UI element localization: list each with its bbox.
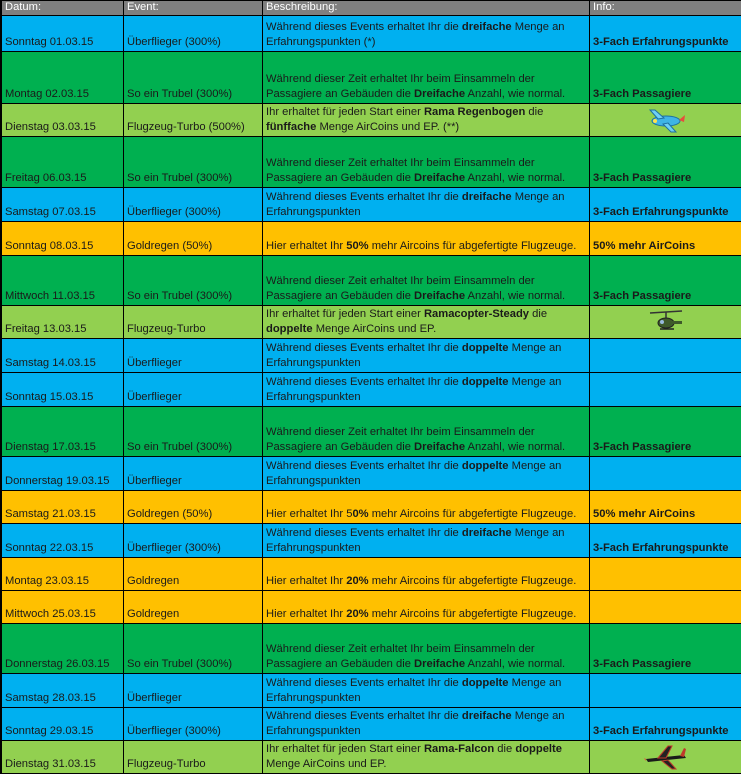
table-row xyxy=(2,256,741,306)
cell-info-image xyxy=(590,741,741,774)
table-row xyxy=(2,457,741,491)
table-row xyxy=(2,491,741,524)
table-row xyxy=(2,558,741,591)
cell-date: Samstag 28.03.15 xyxy=(2,674,124,708)
description-text: Während dieses Events erhaltet Ihr die xyxy=(266,527,462,539)
cell-description xyxy=(263,591,590,624)
cell-event: Goldregen (50%) xyxy=(124,491,263,524)
description-text: Während dieser Zeit erhaltet Ihr beim Einsammeln der Passagiere an Gebäuden die xyxy=(266,426,535,453)
description-bold-text: doppelte xyxy=(461,376,509,388)
description-bold-text: dreifache xyxy=(461,527,512,539)
table-row xyxy=(2,306,741,339)
table-row xyxy=(2,52,741,104)
description-bold-text: dreifache xyxy=(461,21,512,33)
description-text: mehr Aircoins für abgefertigte Flugzeuge. xyxy=(368,240,577,252)
rama-regenbogen-plane-icon xyxy=(646,106,686,134)
cell-description xyxy=(263,373,590,407)
description-text: Anzahl, wie normal. xyxy=(465,290,566,302)
cell-date: Freitag 06.03.15 xyxy=(2,137,124,188)
cell-date: Sonntag 29.03.15 xyxy=(2,708,124,741)
description-text: Ihr erhaltet für jeden Start einer xyxy=(266,743,424,755)
cell-event: Überflieger xyxy=(124,674,263,708)
description-bold-text: 20% xyxy=(346,608,369,620)
header-description: Beschreibung: xyxy=(263,1,590,16)
cell-description xyxy=(263,741,590,774)
cell-description xyxy=(263,708,590,741)
cell-date: Mittwoch 25.03.15 xyxy=(2,591,124,624)
description-bold-text: Dreifache xyxy=(414,290,466,302)
table-row xyxy=(2,222,741,256)
cell-event: So ein Trubel (300%) xyxy=(124,256,263,306)
description-text: Während dieser Zeit erhaltet Ihr beim Einsammeln der Passagiere an Gebäuden die xyxy=(266,157,535,184)
description-text: die xyxy=(525,106,544,118)
cell-date: Sonntag 01.03.15 xyxy=(2,16,124,52)
table-row xyxy=(2,708,741,741)
cell-description xyxy=(263,52,590,104)
description-text: Während dieses Events erhaltet Ihr die xyxy=(266,21,462,33)
cell-info-image xyxy=(590,104,741,137)
description-bold-text: Rama-Falcon xyxy=(423,743,495,755)
description-text: Menge an Erfahrungspunkten xyxy=(266,710,565,737)
description-bold-text: doppelte xyxy=(266,323,313,335)
cell-event: Überflieger xyxy=(124,457,263,491)
description-bold-text: 0% xyxy=(352,508,369,520)
table-row xyxy=(2,741,741,774)
cell-event: Überflieger xyxy=(124,339,263,373)
cell-info: 50% mehr AirCoins xyxy=(590,222,741,256)
table-row xyxy=(2,524,741,558)
description-bold-text: dreifache xyxy=(461,710,512,722)
table-row xyxy=(2,188,741,222)
table-row xyxy=(2,407,741,457)
description-text: mehr Aircoins für abgefertigte Flugzeuge. xyxy=(368,508,577,520)
cell-event: So ein Trubel (300%) xyxy=(124,407,263,457)
cell-description xyxy=(263,16,590,52)
cell-info xyxy=(590,674,741,708)
description-bold-text: Dreifache xyxy=(414,88,466,100)
description-text: die xyxy=(494,743,516,755)
description-bold-text: fünffache xyxy=(266,121,317,133)
header-info: Info: xyxy=(590,1,741,16)
cell-info: 50% mehr AirCoins xyxy=(590,491,741,524)
description-text: Während dieses Events erhaltet Ihr die xyxy=(266,710,462,722)
description-text: Menge an Erfahrungspunkten xyxy=(266,191,565,218)
cell-info: 3-Fach Erfahrungspunkte xyxy=(590,524,741,558)
cell-description xyxy=(263,256,590,306)
table-row xyxy=(2,674,741,708)
description-text: Menge an Erfahrungspunkten xyxy=(266,527,565,554)
description-bold-text: 20% xyxy=(346,575,369,587)
cell-date: Samstag 14.03.15 xyxy=(2,339,124,373)
cell-description xyxy=(263,306,590,339)
cell-date: Sonntag 15.03.15 xyxy=(2,373,124,407)
description-text: Hier erhaltet Ihr xyxy=(266,240,347,252)
cell-description xyxy=(263,137,590,188)
cell-event: So ein Trubel (300%) xyxy=(124,52,263,104)
description-text: Während dieses Events erhaltet Ihr die xyxy=(266,677,462,689)
cell-event: Überflieger (300%) xyxy=(124,16,263,52)
cell-info: 3-Fach Passagiere xyxy=(590,256,741,306)
cell-description xyxy=(263,674,590,708)
header-event: Event: xyxy=(124,1,263,16)
description-bold-text: doppelte xyxy=(515,743,562,755)
cell-event: Flugzeug-Turbo (500%) xyxy=(124,104,263,137)
description-text: Während dieses Events erhaltet Ihr die xyxy=(266,376,462,388)
cell-description xyxy=(263,624,590,674)
description-text: Hier erhaltet Ihr xyxy=(266,608,347,620)
cell-date: Freitag 13.03.15 xyxy=(2,306,124,339)
ramacopter-steady-icon xyxy=(646,308,686,336)
cell-date: Dienstag 31.03.15 xyxy=(2,741,124,774)
description-text: Während dieses Events erhaltet Ihr die xyxy=(266,460,462,472)
table-row xyxy=(2,624,741,674)
description-text: Ihr erhaltet für jeden Start einer xyxy=(266,308,424,320)
cell-description xyxy=(263,188,590,222)
cell-date: Sonntag 22.03.15 xyxy=(2,524,124,558)
description-bold-text: dreifache xyxy=(461,191,512,203)
cell-info: 3-Fach Passagiere xyxy=(590,52,741,104)
cell-info-image xyxy=(590,306,741,339)
cell-event: Goldregen (50%) xyxy=(124,222,263,256)
cell-event: Überflieger (300%) xyxy=(124,708,263,741)
cell-description xyxy=(263,222,590,256)
description-text: die xyxy=(529,308,548,320)
table-row xyxy=(2,591,741,624)
description-bold-text: doppelte xyxy=(461,342,509,354)
description-bold-text: Ramacopter-Steady xyxy=(423,308,530,320)
cell-event: So ein Trubel (300%) xyxy=(124,624,263,674)
description-text: Während dieses Events erhaltet Ihr die xyxy=(266,191,462,203)
description-text: Anzahl, wie normal. xyxy=(465,88,566,100)
description-text: Menge an Erfahrungspunkten xyxy=(266,342,562,369)
description-bold-text: 50% xyxy=(346,240,369,252)
header-row xyxy=(2,1,741,16)
description-text: Menge AirCoins und EP. (**) xyxy=(316,121,460,133)
description-text: Während dieser Zeit erhaltet Ihr beim Einsammeln der Passagiere an Gebäuden die xyxy=(266,73,535,100)
cell-description xyxy=(263,104,590,137)
cell-date: Mittwoch 11.03.15 xyxy=(2,256,124,306)
event-table xyxy=(1,0,741,774)
cell-description xyxy=(263,558,590,591)
cell-info: 3-Fach Passagiere xyxy=(590,407,741,457)
description-bold-text: doppelte xyxy=(461,460,509,472)
cell-event: Goldregen xyxy=(124,591,263,624)
description-bold-text: doppelte xyxy=(461,677,509,689)
description-text: Hier erhaltet Ihr xyxy=(266,575,347,587)
description-text: Hier erhaltet Ihr 5 xyxy=(266,508,353,520)
cell-info xyxy=(590,373,741,407)
cell-date: Montag 02.03.15 xyxy=(2,52,124,104)
description-text: Während dieses Events erhaltet Ihr die xyxy=(266,342,462,354)
cell-info xyxy=(590,457,741,491)
event-rows xyxy=(2,16,741,774)
cell-date: Donnerstag 19.03.15 xyxy=(2,457,124,491)
description-text: Während dieser Zeit erhaltet Ihr beim Einsammeln der Passagiere an Gebäuden die xyxy=(266,275,535,302)
description-text: Menge an Erfahrungspunkten (*) xyxy=(266,21,565,48)
cell-event: Überflieger (300%) xyxy=(124,188,263,222)
cell-date: Dienstag 17.03.15 xyxy=(2,407,124,457)
cell-info: 3-Fach Erfahrungspunkte xyxy=(590,708,741,741)
cell-event: Überflieger xyxy=(124,373,263,407)
cell-info: 3-Fach Erfahrungspunkte xyxy=(590,16,741,52)
cell-info: 3-Fach Passagiere xyxy=(590,137,741,188)
description-text: Menge an Erfahrungspunkten xyxy=(266,677,562,704)
description-text: mehr Aircoins für abgefertigte Flugzeuge. xyxy=(368,575,577,587)
cell-info: 3-Fach Erfahrungspunkte xyxy=(590,188,741,222)
description-text: mehr Aircoins für abgefertigte Flugzeuge. xyxy=(368,608,577,620)
description-text: Ihr erhaltet für jeden Start einer xyxy=(266,106,424,118)
cell-description xyxy=(263,407,590,457)
cell-date: Montag 23.03.15 xyxy=(2,558,124,591)
description-bold-text: Dreifache xyxy=(414,441,466,453)
cell-info xyxy=(590,339,741,373)
description-text: Anzahl, wie normal. xyxy=(465,441,566,453)
cell-description xyxy=(263,524,590,558)
description-bold-text: Dreifache xyxy=(414,172,466,184)
cell-event: Überflieger (300%) xyxy=(124,524,263,558)
cell-description xyxy=(263,457,590,491)
description-text: Menge an Erfahrungspunkten xyxy=(266,460,562,487)
description-text: Anzahl, wie normal. xyxy=(465,172,566,184)
description-bold-text: Rama Regenbogen xyxy=(423,106,526,118)
cell-info: 3-Fach Passagiere xyxy=(590,624,741,674)
table-row xyxy=(2,339,741,373)
description-text: Menge AirCoins und EP. xyxy=(266,758,387,770)
cell-description xyxy=(263,339,590,373)
cell-date: Sonntag 08.03.15 xyxy=(2,222,124,256)
description-bold-text: Dreifache xyxy=(414,658,466,670)
description-text: Menge AirCoins und EP. xyxy=(312,323,437,335)
cell-info xyxy=(590,591,741,624)
table-row xyxy=(2,104,741,137)
description-text: Anzahl, wie normal. xyxy=(465,658,566,670)
cell-date: Samstag 21.03.15 xyxy=(2,491,124,524)
header-date: Datum: xyxy=(2,1,124,16)
rama-falcon-plane-icon xyxy=(644,743,688,771)
description-text: Menge an Erfahrungspunkten xyxy=(266,376,562,403)
description-text: Während dieser Zeit erhaltet Ihr beim Einsammeln der Passagiere an Gebäuden die xyxy=(266,643,535,670)
cell-info xyxy=(590,558,741,591)
table-row xyxy=(2,373,741,407)
cell-event: Flugzeug-Turbo xyxy=(124,741,263,774)
cell-event: Goldregen xyxy=(124,558,263,591)
cell-date: Samstag 07.03.15 xyxy=(2,188,124,222)
table-row xyxy=(2,137,741,188)
cell-description xyxy=(263,491,590,524)
table-row xyxy=(2,16,741,52)
cell-event: So ein Trubel (300%) xyxy=(124,137,263,188)
cell-date: Dienstag 03.03.15 xyxy=(2,104,124,137)
cell-date: Donnerstag 26.03.15 xyxy=(2,624,124,674)
cell-event: Flugzeug-Turbo xyxy=(124,306,263,339)
